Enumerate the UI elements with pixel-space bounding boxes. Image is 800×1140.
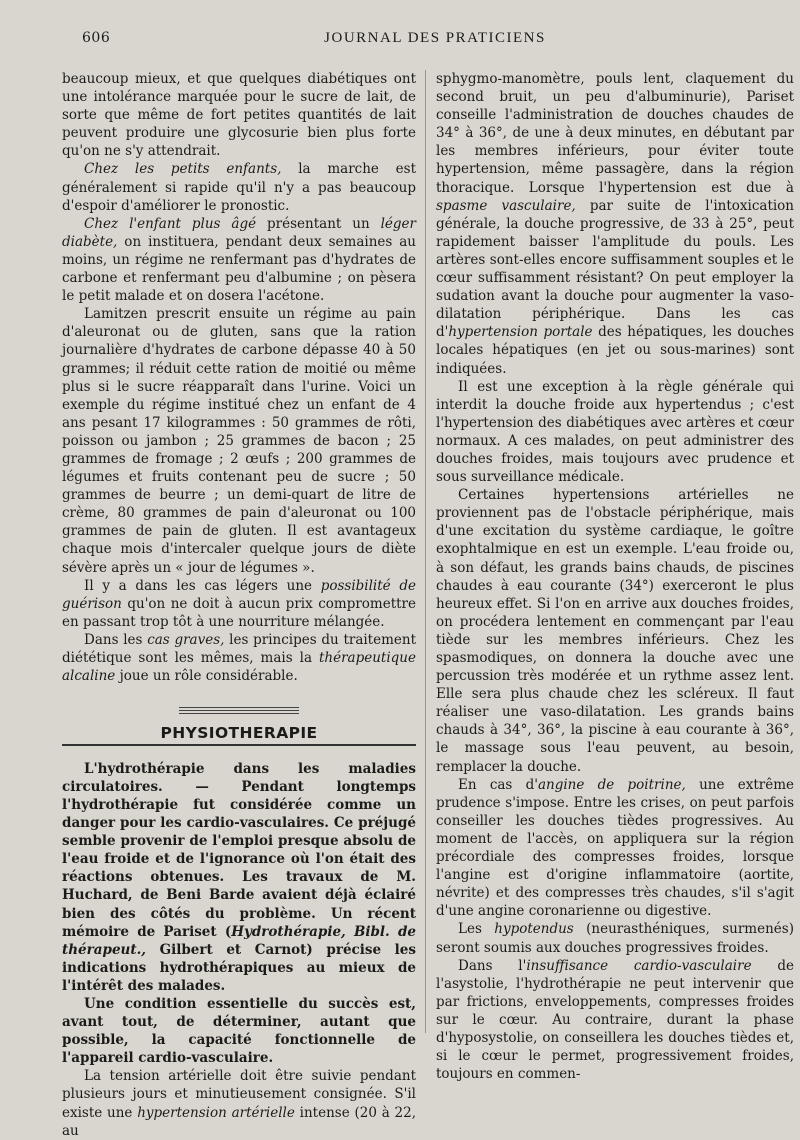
italic-phrase: Chez l'enfant plus âgé xyxy=(84,215,257,232)
text-run: La tension artérielle doit être suivie pendant plusieurs jours et minutieusement consignée. S'il existe une xyxy=(62,1068,416,1121)
paragraph: Il est une exception à la règle générale qui interdit la douche froide aux hypertendus ; c'est l'hypertension des diabétiques avec artères et cœur normaux. A ces malades, on peut administrer des douches froides, mais toujours avec prudence et sous surveillance médicale. xyxy=(436,378,794,486)
italic-phrase: Chez les petits enfants, xyxy=(84,161,282,178)
text-run: En cas d' xyxy=(458,776,538,793)
text-run: Les xyxy=(458,921,495,938)
text-run: Il y a dans les cas légers une xyxy=(84,577,321,594)
paragraph xyxy=(436,776,794,921)
text-run: joue un rôle considérable. xyxy=(115,668,298,685)
text-run: Dans les xyxy=(84,631,148,648)
paragraph xyxy=(436,70,794,378)
paragraph xyxy=(62,160,416,214)
paragraph: Certaines hypertensions artérielles ne proviennent pas de l'obstacle périphérique, mais d'une excitation du système cardiaque, le goître exophtalmique en est un exemple. L'eau froide ou, à son défaut, les grands bains chauds, de piscines chaudes à eau courante (34°) exerceront le plus heureux effet. Si l'on en arrive aux douches froides, on procédera lentement en commençant par l'eau tiède sur les membres inférieurs. Chez les spasmodiques, on donnera la douche avec une percussion très modérée et un rythme assez lent. Elle sera plus chaude chez les scléreux. Il faut réaliser une vaso-dilatation. Les grands bains chauds à 34°, 36°, la piscine à eau courante à 36°, le massage sous l'eau peuvent, au besoin, remplacer la douche. xyxy=(436,487,794,775)
italic-phrase: insuffisance cardio-vasculaire xyxy=(526,957,752,974)
italic-phrase: hypertension artérielle xyxy=(137,1104,295,1121)
italic-phrase: cas graves, xyxy=(147,631,225,648)
paragraph: Une condition essentielle du succès est, avant tout, de déterminer, autant que possible, la capacité fonctionnelle de l'appareil cardio-vasculaire. xyxy=(62,996,416,1067)
column-rule xyxy=(425,70,426,1033)
section-title: PHYSIOTHERAPIE xyxy=(160,724,318,743)
text-run: des hépatiques, les douches locales hépatiques (en jet ou sous-marines) sont indiquées. xyxy=(436,324,794,377)
paragraph: Lamitzen prescrit ensuite un régime au pain d'aleuronat ou de gluten, sans que la ration journalière d'hydrates de carbone dépasse 40 à 50 grammes; il réduit cette ration de moitié ou même plus si le sucre réapparaît dans l'urine. Voici un exemple du régime institué chez un enfant de 4 ans pesant 17 kilogrammes : 50 grammes de rôti, poisson ou jambon ; 25 grammes de bacon ; 25 grammes de fromage ; 2 œufs ; 200 grammes de légumes et fruits contenant peu de sucre ; 50 grammes de beurre ; un demi-quart de litre de crème, 80 grammes de pain d'aleuronat ou 100 grammes de pain de gluten. Il est avantageux chaque mois d'intercaler quelque jours de diète sévère après un « jour de légumes ». xyxy=(62,306,416,576)
text-run: on instituera, pendant deux semaines au moins, un régime ne renfermant pas d'hydrates de carbone et renfermant peu d'albumine ; on pèsera le petit malade et on dosera l'acétone. xyxy=(62,233,416,305)
journal-title: JOURNAL DES PRATICIENS xyxy=(324,30,546,46)
page-header xyxy=(82,28,788,54)
italic-phrase: possibilité de guérison xyxy=(62,577,416,612)
text-run: intense (20 à 22, au xyxy=(62,1104,416,1139)
paragraph xyxy=(436,920,794,956)
section-divider xyxy=(179,707,299,714)
text-run: par suite de l'intoxication générale, la douche progressive, de 33 à 25°, peut rapidement baisser l'amplitude du pouls. Les artères sont-elles encore suffisamment souples et le cœur suffisamment résistant? On peut employer la sudation avant la douche pour augmenter la vaso-dilatation périphérique. Dans les cas d' xyxy=(436,197,795,341)
paragraph xyxy=(62,577,416,631)
italic-phrase: hypotendus xyxy=(494,921,574,938)
italic-phrase: hypertension portale xyxy=(448,324,593,341)
paragraph xyxy=(62,1067,416,1139)
paragraph xyxy=(62,631,416,685)
paragraph xyxy=(62,760,416,995)
left-column xyxy=(62,70,417,1139)
text-run: Dans l' xyxy=(458,957,527,974)
right-column xyxy=(436,70,795,1083)
section-underline xyxy=(62,744,416,746)
paragraph: beaucoup mieux, et que quelques diabétiques ont une intolérance marquée pour le sucre de lait, de sorte que même de fort petites quantités de lait peuvent produire une glycosurie bien plus forte qu'on ne s'y attendrait. xyxy=(62,71,416,160)
italic-phrase: spasme vasculaire, xyxy=(436,197,576,214)
paragraph xyxy=(436,957,794,1084)
text-run: les principes du traitement diététique sont les mêmes, mais la xyxy=(62,631,417,666)
text-run: sphygmo-manomètre, pouls lent, claquement du second bruit, un peu d'albuminurie), Pariset conseille l'administration de douches chaudes de 34° à 36°, de une à deux minutes, en débutant par les membres inférieurs, pour éviter toute hypertension, même passagère, dans la région thoracique. Lorsque l'hypertension est due à xyxy=(436,71,794,196)
text-run: une extrême prudence s'impose. Entre les crises, on peut parfois conseiller les douches tièdes progressives. Au moment de l'accès, on appliquera sur la région précordiale des compresses froides, lorsque l'angine est d'origine inflammatoire (aortite, névrite) et des compresses très chaudes, s'il s'agit d'une angine coronarienne ou digestive. xyxy=(436,776,794,920)
italic-phrase: léger diabète, xyxy=(62,215,416,250)
italic-phrase: Hydrothérapie, Bibl. de thérapeut., xyxy=(62,923,416,958)
paragraph xyxy=(62,215,416,305)
text-run: — Pendant longtemps l'hydrothérapie fut considérée comme un danger pour les cardio-vasculaires. Ce préjugé semble provenir de l'emploi presque absolu de l'eau froide et de l'ignorance où l'on était des réactions obtenues. Les travaux de M. Huchard, de Beni Barde avaient déjà éclairé bien des côtés du problème. Un récent mémoire de Pariset ( xyxy=(62,778,416,940)
text-run: présentant un xyxy=(256,215,381,232)
page-number: 606 xyxy=(82,30,111,46)
text-run: (neurasthéniques, surmenés) seront soumis aux douches progressives froides. xyxy=(436,921,794,956)
bold-heading: L'hydrothérapie dans les maladies circulatoires. xyxy=(62,760,416,795)
text-run: de l'asystolie, l'hydrothérapie ne peut intervenir que par frictions, enveloppements, compresses froides sur le cœur. Au contraire, durant la phase d'hyposystolie, on conseillera les douches tièdes et, si le cœur le permet, progressivement froides, toujours en commen- xyxy=(436,957,794,1083)
italic-phrase: thérapeutique alcaline xyxy=(62,650,416,685)
text-run: Gilbert et Carnot) précise les indications hydrothérapiques au mieux de l'intérêt des malades. xyxy=(62,941,416,994)
italic-phrase: angine de poitrine, xyxy=(537,776,686,793)
text-run: qu'on ne doit à aucun prix compromettre en passant trop tôt à une nourriture mélangée. xyxy=(62,595,416,630)
text-run: la marche est généralement si rapide qu'il n'y a pas beaucoup d'espoir d'améliorer le pronostic. xyxy=(62,161,416,214)
